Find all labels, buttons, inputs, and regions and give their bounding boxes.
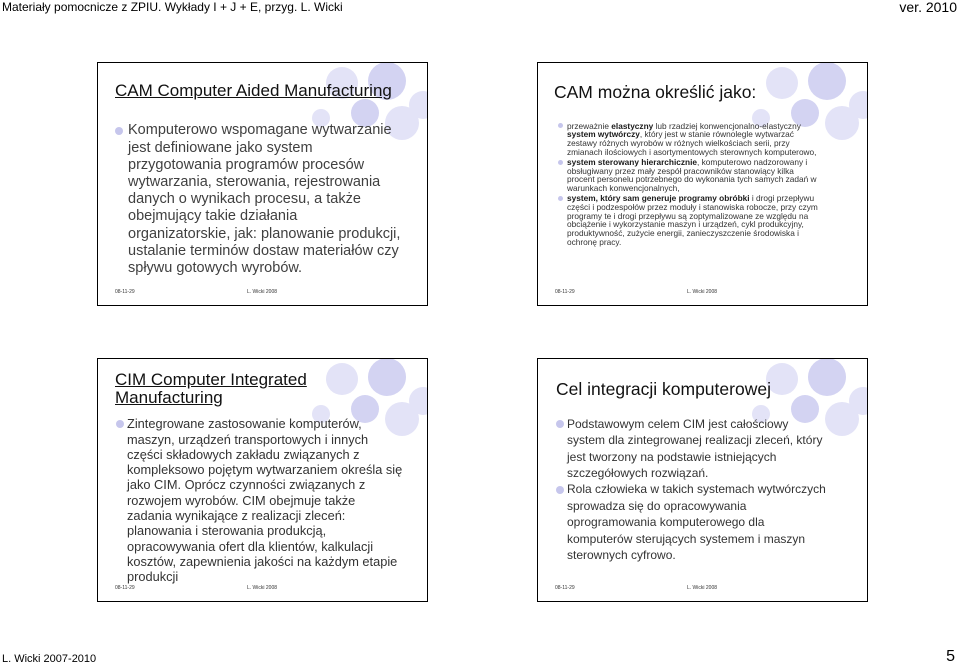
slide-body <box>555 122 818 247</box>
slide-author: L. Wicki 2008 <box>247 289 278 295</box>
slide-date: 08-11-29 <box>555 289 575 295</box>
bullet-icon <box>556 420 564 428</box>
bullet-item <box>115 122 400 277</box>
bullet-line: spływu gotowych wyrobów. <box>128 260 303 277</box>
bullet-item <box>555 194 818 246</box>
bullet-item <box>555 416 826 482</box>
bullet-item <box>555 158 818 193</box>
text-run: i drogi przepływu <box>749 193 815 204</box>
bullet-line: programy te i drogi przepływu są zoptymalizowane ze względu na <box>567 210 809 221</box>
bullet-line: wytwarzania, sterowania, rejestrowania <box>128 174 381 190</box>
slide-body <box>115 416 402 584</box>
bullet-line: zestawy różnych wyrobów w różnych wielkościach serii, przy <box>567 138 790 148</box>
bullet-line: komputerów sterujących systemem i maszyn <box>567 531 806 546</box>
bullet-line: sterownych cyfrowo. <box>567 548 676 563</box>
bullet-line: ustalanie terminów dostaw materiałów czy <box>128 242 399 259</box>
slide-date: 08-11-29 <box>115 289 135 295</box>
bullet-line: szczegółowych rozwiązań. <box>567 466 709 481</box>
bullet-item <box>555 122 818 157</box>
bullet-icon <box>116 420 124 428</box>
bullet-line: obejmujący takie działania <box>128 208 298 225</box>
bullet-line: zadania wynikające z realizacji zleceń: <box>127 508 346 524</box>
slide-cam-characteristics <box>537 62 868 306</box>
bullet-line: Komputerowo wspomagane wytwarzanie <box>128 122 392 139</box>
bullet-line: Podstawowym celem CIM jest całościowy <box>567 416 789 431</box>
bullet-line: rozwojem wyrobów. CIM obejmuje także <box>127 492 356 508</box>
bold-text-run: system sterowany hierarchicznie <box>567 156 698 167</box>
bullet-line: części składowych zakładu związanych z <box>127 446 360 462</box>
slide-title <box>556 379 771 399</box>
bullet-line: danych o wynikach procesu, a także <box>128 191 361 208</box>
text-run: , który jest w stanie równolegle wytwarzać <box>639 129 794 140</box>
bullet-line: części i podzespołów przez moduły i stanowiska robocze, przy czym <box>567 201 818 212</box>
bullet-line: obciążenie i wykorzystanie maszyn i urządzeń, cykl produkcyjny, <box>567 219 804 230</box>
bullet-line: przygotowania programów procesów <box>128 156 365 173</box>
bullet-line: kosztów, zapewnienia jakości na każdym etapie <box>127 553 398 569</box>
slide-date: 08-11-29 <box>555 585 575 591</box>
bullet-line: sprowadza się do opracowywania <box>567 498 747 513</box>
bullet-line: ochronę pracy. <box>567 236 622 247</box>
bold-text-run: system wytwórczy <box>567 129 640 140</box>
bullet-line: produktywność, zużycie energii, zanieczyszczenie środowiska i <box>567 228 799 239</box>
slide-date: 08-11-29 <box>115 585 135 591</box>
decor-circle <box>766 67 798 99</box>
bullet-line: Zintegrowane zastosowanie komputerów, <box>127 416 362 432</box>
handout-header-version: ver. 2010 <box>899 0 957 15</box>
bullet-line: organizatorskie, jak: planowanie produkcji, <box>128 225 401 242</box>
bullet-line: oprogramowania komputerowego dla <box>567 515 765 530</box>
handout-header-title: Materiały pomocnicze z ZPIU. Wykłady I + J + E, przyg. L. Wicki <box>2 0 343 14</box>
bullet-item <box>555 481 826 563</box>
slide-author: L. Wicki 2008 <box>247 585 278 591</box>
bullet-icon <box>558 196 563 201</box>
bullet-icon <box>115 127 123 135</box>
handout-footer-author: L. Wicki 2007-2010 <box>2 653 97 665</box>
slide-author: L. Wicki 2008 <box>687 585 718 591</box>
bullet-line: procent personelu potrzebnego do wykonania tych samych zadań w <box>567 174 817 185</box>
decor-circle <box>808 359 846 396</box>
bullet-line: system dla zintegrowanej realizacji zleceń, który <box>567 433 823 448</box>
slide-author: L. Wicki 2008 <box>687 289 718 295</box>
slide-integration-goal <box>537 358 868 602</box>
page-number: 5 <box>946 648 955 665</box>
bullet-line: kompleksowo pojętym wytwarzaniem określa się <box>127 462 403 478</box>
decor-circle <box>326 363 358 395</box>
bullet-icon <box>558 123 563 128</box>
decor-circle <box>808 63 846 100</box>
bullet-line: warunkach konwencjonalnych, <box>567 183 680 194</box>
bullet-line: produkcji <box>127 569 179 585</box>
bold-text-run: elastyczny <box>611 120 654 131</box>
decor-circle <box>825 106 859 140</box>
bullet-line: jako CIM. Oprócz czynności związanych z <box>127 477 366 493</box>
bullet-line: planowania i sterowania produkcją, <box>127 523 327 539</box>
slide-cam-definition <box>97 62 428 306</box>
slide-title-line: Manufacturing <box>115 388 223 407</box>
bullet-line: opracowywania ofert dla klientów, kalkulacji <box>127 538 374 554</box>
bullet-line: Rola człowieka w takich systemach wytwórczych <box>567 482 826 497</box>
slide-title <box>115 81 392 101</box>
decor-circle <box>368 359 406 396</box>
slide-cim-definition <box>97 358 428 602</box>
bullet-line: jest definiowane jako system <box>128 139 313 156</box>
slide-title <box>115 371 307 407</box>
bullet-line: obsługiwany przez mały zespół pracowników stanowiący kilka <box>567 165 794 176</box>
slide-title-line: CAM można określić jako: <box>554 82 757 102</box>
slide-body <box>115 122 400 277</box>
slide-title <box>554 82 756 102</box>
slide-title-line: Cel integracji komputerowej <box>556 379 771 399</box>
slide-body <box>555 416 826 564</box>
text-run: , komputerowo nadzorowany i <box>697 156 808 167</box>
bullet-icon <box>558 160 563 165</box>
text-run: lub rzadziej konwencjonalno-elastyczny <box>653 120 801 131</box>
bullet-line: zmianach ilościowych i asortymentowych sterownych komputerowo, <box>567 146 817 157</box>
bullet-icon <box>556 486 564 494</box>
bullet-item <box>115 416 402 584</box>
text-run: przeważnie <box>567 120 612 131</box>
decor-circle <box>825 402 859 436</box>
slide-title-line: CIM Computer Integrated <box>115 370 307 389</box>
slide-title-line: CAM Computer Aided Manufacturing <box>115 81 392 100</box>
bullet-line: maszyn, urządzeń transportowych i innych <box>127 431 369 447</box>
bullet-line: jest tworzony na podstawie istniejących <box>567 449 777 464</box>
bold-text-run: system, który sam generuje programy obróbki <box>567 193 750 204</box>
